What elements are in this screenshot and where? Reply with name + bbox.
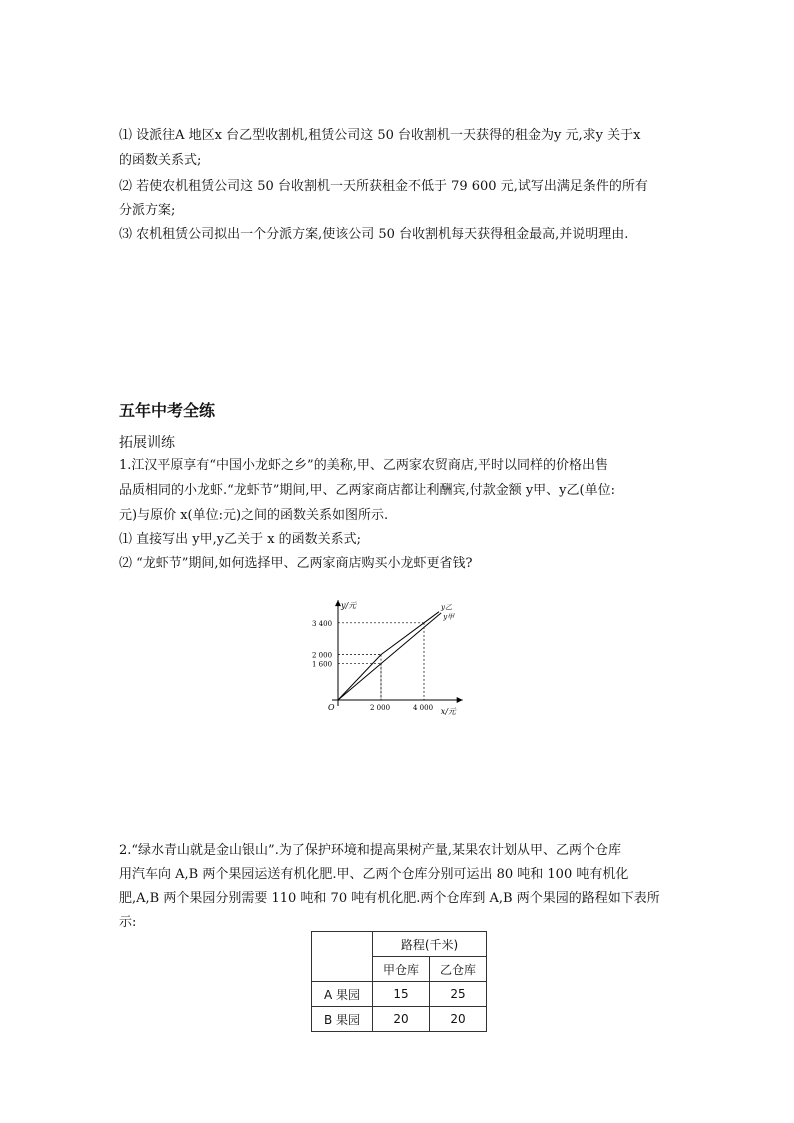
problem1-line-5: ⑵ “龙虾节”期间,如何选择甲、乙两家商店购买小龙虾更省钱? [119, 556, 473, 571]
table-cell: 20 [430, 1007, 487, 1032]
table-row-label: A 果园 [312, 982, 373, 1007]
problem1-line-1: 1.江汉平原享有“中国小龙虾之乡”的美称,甲、乙两家农贸商店,平时以同样的价格出售 [119, 458, 608, 473]
problem1-line-4: ⑴ 直接写出 y甲,y乙关于 x 的函数关系式; [119, 532, 362, 547]
problem1-line-3: 元)与原价 x(单位:元)之间的函数关系如图所示. [119, 508, 389, 523]
series-label: y乙 [441, 603, 453, 612]
table-corner-cell [312, 932, 373, 982]
x-axis-label: x/元 [440, 707, 456, 716]
problem2-line-2: 用汽车向 A,B 两个果园运送有机化肥.甲、乙两个仓库分别可运出 80 吨和 100 吨有机化 [119, 867, 629, 882]
prev-problem-line-3: ⑵ 若使农机租赁公司这 50 台收割机一天所获租金不低于 79 600 元,试写出满足条件的所有 [119, 179, 648, 194]
price-function-chart [300, 570, 500, 720]
problem1-line-2: 品质相同的小龙虾.“龙虾节”期间,甲、乙两家商店都让利酬宾,付款金额 y甲、y乙(单位: [119, 483, 615, 498]
table-row [312, 1007, 487, 1032]
series-label: y甲 [443, 612, 455, 621]
prev-problem-line-4: 分派方案; [119, 203, 176, 218]
problem2-line-1: 2.“绿水青山就是金山银山”.为了保护环境和提高果树产量,某果农计划从甲、乙两个仓库 [119, 843, 621, 858]
table-col-yi: 乙仓库 [430, 957, 487, 982]
prev-problem-line-1: ⑴ 设派往A 地区x 台乙型收割机,租赁公司这 50 台收割机一天获得的租金为y 元,求y 关于x [119, 128, 641, 143]
y-tick-label: 1 600 [312, 660, 333, 669]
table-row [312, 982, 487, 1007]
series-line [338, 613, 441, 700]
prev-problem-line-5: ⑶ 农机租赁公司拟出一个分派方案,使该公司 50 台收割机每天获得租金最高,并说明理由. [119, 227, 629, 242]
origin-label: O [328, 703, 335, 712]
section-subtitle: 拓展训练 [119, 435, 175, 451]
table-col-jia: 甲仓库 [373, 957, 430, 982]
x-tick-label: 2 000 [370, 704, 391, 712]
table-cell: 20 [373, 1007, 430, 1032]
distance-table [311, 931, 487, 1032]
table-header: 路程(千米) [373, 932, 487, 957]
x-tick-label: 4 000 [413, 704, 434, 712]
table-row-label: B 果园 [312, 1007, 373, 1032]
y-axis-label: y/元 [341, 601, 357, 611]
section-title: 五年中考全练 [119, 401, 216, 420]
table-cell: 25 [430, 982, 487, 1007]
problem2-line-3: 肥,A,B 两个果园分别需要 110 吨和 70 吨有机化肥.两个仓库到 A,B 两个果园的路程如下表所 [119, 891, 660, 906]
prev-problem-line-2: 的函数关系式; [119, 153, 202, 168]
y-tick-label: 2 000 [312, 651, 333, 660]
y-tick-label: 3 400 [312, 619, 333, 628]
x-axis-arrow [457, 697, 463, 703]
table-cell: 15 [373, 982, 430, 1007]
problem2-line-4: 示: [119, 915, 137, 930]
